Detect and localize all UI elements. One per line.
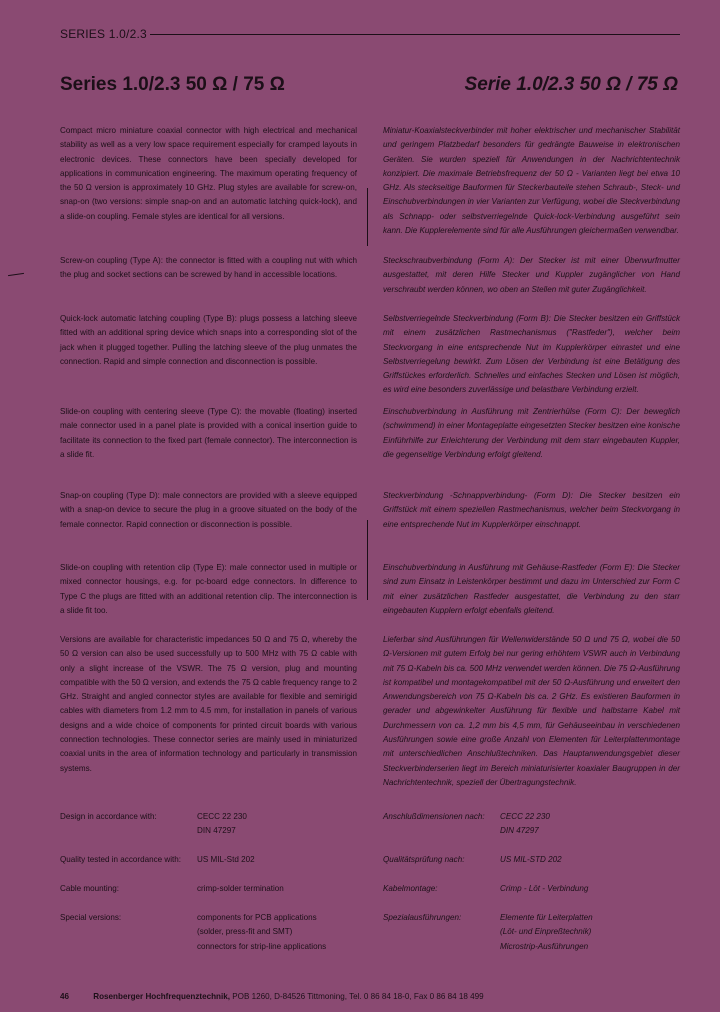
company-name: Rosenberger Hochfrequenztechnik, — [93, 992, 230, 1001]
change-bar — [367, 520, 368, 600]
page-number: 46 — [60, 992, 70, 1001]
text-intro-de: Miniatur-Koaxialsteckverbinder mit hoher elektrischer und mechanischer Stabilität und geringem Platzbedarf besonders für gedrängte Bauweise in elektronischen Geräten. Sie wurden speziell für Anwendungen in der Nachrichtentechnik konzipiert. Die maximale Betriebsfrequenz der 50 Ω - Varianten liegt bei etwa 10 GHz. Als steckseitige Bauformen für Steckerbauteile stehen Schraub-, Steck- und Einschubverbindungen in vier Varianten zur Verfügung, wobei die Steckverbindung als Schnapp- oder selbstverriegelnde Quick-lock-Verbindung ausgeführt sein kann. Die Kupplerelemente sind für alle Ausführungen gleichermaßen verwendbar. — [383, 126, 680, 236]
spec-label-quality-de: Qualitätsprüfung nach: — [383, 855, 465, 864]
text-impedance-en: Versions are available for characteristic impedances 50 Ω and 75 Ω, whereby the 50 Ω version can also be used successfully up to 500 MHz with 75 Ω cable with only a slight increase of the VSWR. The 75 Ω version, plug and mounting compatible with the 50 Ω version, and extends the 75 Ω cable frequency range to 2 GHz. Straight and angled connector styles are available for flexible and semirigid cables with diameters from 1.2 mm to 4.5 mm, for installation in panels of various designs and a wide choice of components for printed circuit boards with various connection technologies. These connector series are mainly used in miniaturized coaxial units in the area of information technology and particularly in transmission systems. — [60, 635, 357, 773]
spec-value-special-en: (solder, press-fit and SMT) — [197, 927, 293, 936]
spec-value-design-de: CECC 22 230 — [500, 812, 550, 821]
spec-label-quality-en: Quality tested in accordance with: — [60, 855, 182, 864]
series-header: SERIES 1.0/2.3 — [60, 27, 147, 41]
title-german: Serie 1.0/2.3 50 Ω / 75 Ω — [464, 74, 678, 95]
header-rule — [150, 34, 680, 35]
spec-label-cable-en: Cable mounting: — [60, 884, 119, 893]
spec-label-special-de: Spezialausführungen: — [383, 913, 462, 922]
spec-label-cable-de: Kabelmontage: — [383, 884, 438, 893]
company-address: POB 1260, D-84526 Tittmoning, Tel. 0 86 84 18-0, Fax 0 86 84 18 499 — [232, 992, 484, 1001]
text-type-c-de: Einschubverbindung in Ausführung mit Zentrierhülse (Form C): Der beweglich (schwimmend) in einer Montageplatte eingesetzten Stecker besitzen eine konische Einführhilfe zur Erleichterung der Verbindung mit dem starr eingebauten Kuppler, die gegenseitige Verbindung erfolgt gleitend. — [383, 407, 680, 459]
spec-value-special-de: Elemente für Leiterplatten — [500, 913, 593, 922]
text-type-d-en: Snap-on coupling (Type D): male connectors are provided with a sleeve equipped with a snap-on device to secure the plug in a groove situated on the body of the female connector. Rapid connection or disconnection is possible. — [60, 491, 357, 529]
text-type-a-en: Screw-on coupling (Type A): the connector is fitted with a coupling nut with which the plug and socket sections can be screwed by hand in accessible locations. — [60, 256, 357, 280]
spec-value-special-de: (Löt- und Einpreßtechnik) — [500, 927, 592, 936]
title-english: Series 1.0/2.3 50 Ω / 75 Ω — [60, 74, 285, 95]
spec-value-cable-en: crimp-solder termination — [197, 884, 284, 893]
text-intro-en: Compact micro miniature coaxial connector with high electrical and mechanical stability as well as a very low space requirement especially for cramped layouts in electronic devices. These connectors have been specially developed for applications in communication engineering. The maximum operating frequency of the 50 Ω version is approximately 10 GHz. Plug styles are available for screw-on, snap-on (two versions: simple snap-on and an automatic latching quick-lock), and a slide-on coupling. Female styles are identical for all versions. — [60, 126, 357, 221]
change-bar — [367, 188, 368, 246]
text-type-c-en: Slide-on coupling with centering sleeve (Type C): the movable (floating) inserted male connector used in a panel plate is provided with a conical insertion guide to facilitate its connection to the fixed part (female connector). The interconnection is a slide fit. — [60, 407, 357, 459]
text-type-d-de: Steckverbindung -Schnappverbindung- (Form D): Die Stecker besitzen ein Griffstück mit einem speziellen Rastmechanismus, welcher beim Steckvorgang in eine entsprechende Nut im Kupplerkörper einschnappt. — [383, 491, 680, 529]
text-impedance-de: Lieferbar sind Ausführungen für Wellenwiderstände 50 Ω und 75 Ω, wobei die 50 Ω-Versionen mit gutem Erfolg bei nur gering erhöhtem VSWR auch in Verbindung mit 75 Ω-Kabeln bis ca. 500 MHz verwendet werden können. Die 75 Ω-Ausführung ist kompatibel und montagekompatibel mit der 50 Ω-Ausführung und erweitert den Anwendungsbereich von 75 Ω-Kabeln bis ca. 2 GHz. Es existieren Bauformen in gerader und abgewinkelter Ausführung für flexible und halbstarre Kabel mit Durchmessern von ca. 1,2 mm bis 4,5 mm, für Gehäuseeinbau in verschiedenen Ausführungen sowie eine große Anzahl von Elementen für Leiterplattenmontage mit unterschiedlichen Anschlußtechniken. Das Hauptanwendungsgebiet dieser Steckverbinderserien liegt im Bereich miniaturisierter koaxialer Baugruppen in der Nachrichtentechnik, speziell der Übertragungstechnik. — [383, 635, 680, 787]
spec-value-special-en: components for PCB applications — [197, 913, 317, 922]
spec-value-quality-de: US MIL-STD 202 — [500, 855, 562, 864]
text-type-b-de: Selbstverriegelnde Steckverbindung (Form B): Die Stecker besitzen ein Griffstück mit einem zusätzlichen Rastmechanismus ("Rastfeder"), welcher beim Steckvorgang in eine entsprechende Nut im Kupplerkörper einrastet und eine Selbstverriegelung bewirkt. Zum Lösen der Verbindung ist eine Betätigung des Griffstückes erforderlich. Schnelles und einfaches Stecken und Lösen ist möglich, es wird eine besonders zuverlässige und belastbare Verbindung erzielt. — [383, 314, 680, 395]
text-type-a-de: Steckschraubverbindung (Form A): Der Stecker ist mit einer Überwurfmutter ausgestattet, mit deren Hilfe Stecker und Kuppler zugänglicher von Hand verschraubt werden können, wo oben an Stellen mit guter Zugänglichkeit. — [383, 256, 680, 294]
spec-label-design-de: Anschlußdimensionen nach: — [383, 812, 485, 821]
spec-value-design-en: DIN 47297 — [197, 826, 236, 835]
spec-value-special-en: connectors for strip-line applications — [197, 942, 327, 951]
page-footer — [60, 992, 484, 1001]
text-type-e-en: Slide-on coupling with retention clip (Type E): male connector used in multiple or mixed connector housings, e.g. for pc-board edge connectors. In difference to Type C the plugs are fitted with an additional retention clip. The interconnection is a slide fit too. — [60, 563, 357, 615]
margin-mark — [8, 273, 24, 276]
spec-value-cable-de: Crimp - Löt - Verbindung — [500, 884, 589, 893]
spec-value-special-de: Microstrip-Ausführungen — [500, 942, 589, 951]
spec-label-special-en: Special versions: — [60, 913, 122, 922]
spec-value-quality-en: US MIL-Std 202 — [197, 855, 255, 864]
spec-value-design-en: CECC 22 230 — [197, 812, 247, 821]
text-type-b-en: Quick-lock automatic latching coupling (Type B): plugs possess a latching sleeve fitted with an additional spring device which snaps into a corresponding slot of the jack when it plugged together. Pulling the latching sleeve of the plug unmates the connection. Rapid and simple connection and disconnection is possible. — [60, 314, 357, 366]
spec-label-design-en: Design in accordance with: — [60, 812, 157, 821]
text-type-e-de: Einschubverbindung in Ausführung mit Gehäuse-Rastfeder (Form E): Die Stecker sind zum Einsatz in Leistenkörper bestimmt und dazu im Unterschied zur Form C mit einer zusätzlichen Rastfeder ausgestattet, die Verbindung zu den starr eingebauten Kupplern erfolgt ebenfalls gleitend. — [383, 563, 680, 615]
spec-value-design-de: DIN 47297 — [500, 826, 539, 835]
